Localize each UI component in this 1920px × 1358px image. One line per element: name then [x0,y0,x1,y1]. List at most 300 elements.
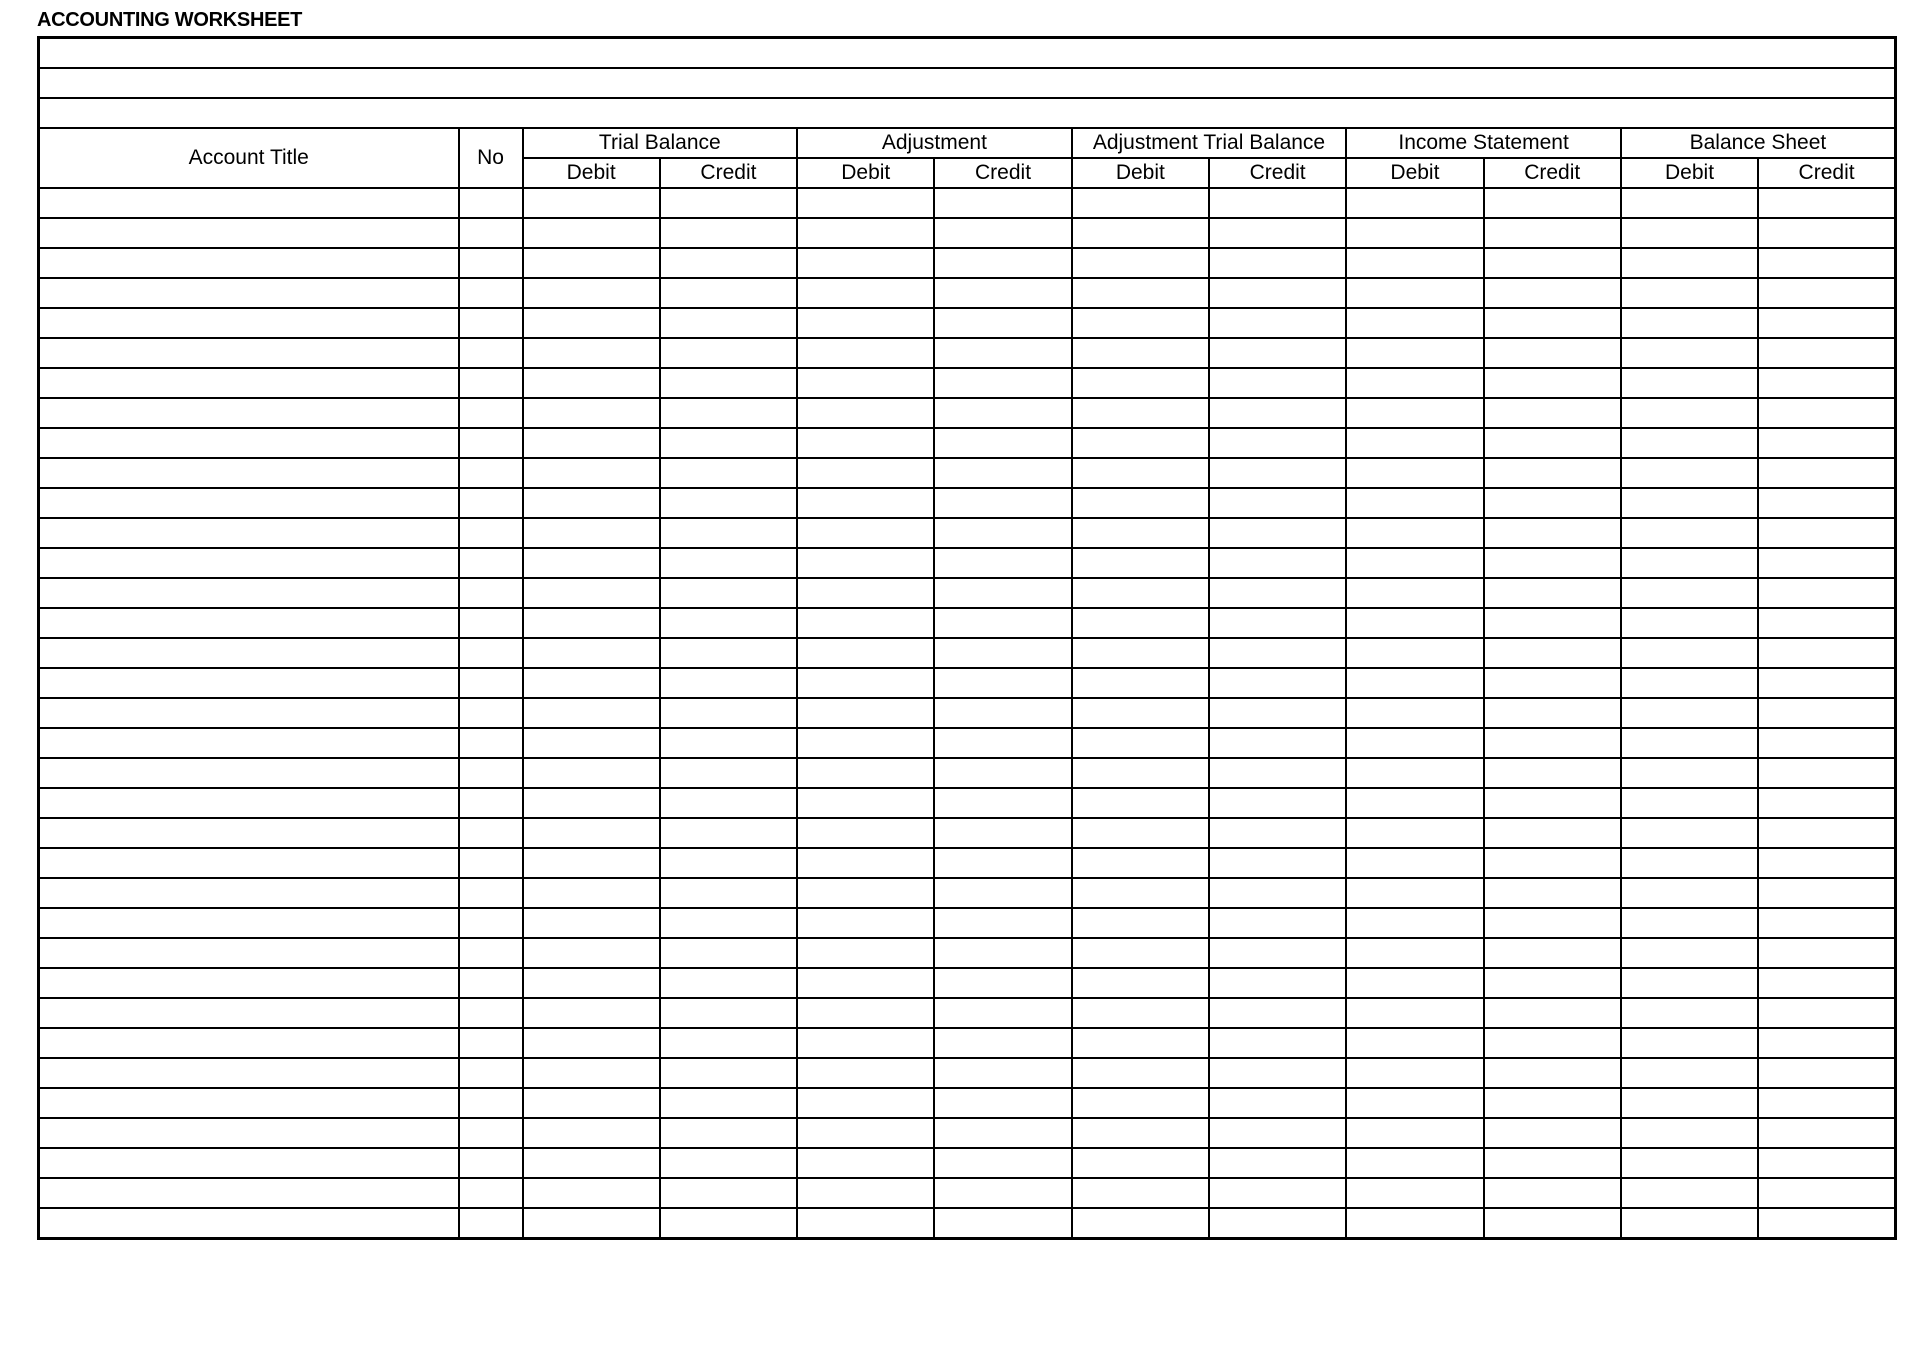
adjustment-debit-cell[interactable] [797,1148,934,1178]
trial-balance-debit-cell[interactable] [523,638,660,668]
adjustment-credit-cell[interactable] [934,908,1071,938]
adjustment-credit-cell[interactable] [934,848,1071,878]
account-no-cell[interactable] [459,1058,523,1088]
account-no-cell[interactable] [459,1208,523,1239]
trial-balance-debit-cell[interactable] [523,188,660,218]
account-no-cell[interactable] [459,638,523,668]
trial-balance-credit-cell[interactable] [660,1148,797,1178]
trial-balance-credit-cell[interactable] [660,818,797,848]
adjustment-credit-cell[interactable] [934,368,1071,398]
balance-sheet-credit-cell[interactable] [1758,908,1895,938]
income-statement-credit-cell[interactable] [1484,248,1621,278]
balance-sheet-credit-cell[interactable] [1758,368,1895,398]
balance-sheet-credit-cell[interactable] [1758,248,1895,278]
balance-sheet-debit-cell[interactable] [1621,488,1758,518]
trial-balance-credit-cell[interactable] [660,998,797,1028]
adjustment-trial-balance-credit-cell[interactable] [1209,878,1346,908]
adjustment-trial-balance-credit-cell[interactable] [1209,1118,1346,1148]
trial-balance-debit-cell[interactable] [523,908,660,938]
trial-balance-debit-cell[interactable] [523,488,660,518]
income-statement-credit-cell[interactable] [1484,1118,1621,1148]
account-no-cell[interactable] [459,938,523,968]
trial-balance-debit-cell[interactable] [523,788,660,818]
adjustment-trial-balance-credit-cell[interactable] [1209,788,1346,818]
income-statement-credit-cell[interactable] [1484,338,1621,368]
adjustment-debit-cell[interactable] [797,548,934,578]
income-statement-credit-cell[interactable] [1484,998,1621,1028]
trial-balance-debit-cell[interactable] [523,1028,660,1058]
adjustment-trial-balance-credit-cell[interactable] [1209,428,1346,458]
adjustment-trial-balance-credit-cell[interactable] [1209,938,1346,968]
income-statement-credit-cell[interactable] [1484,188,1621,218]
balance-sheet-debit-cell[interactable] [1621,1058,1758,1088]
income-statement-credit-cell[interactable] [1484,548,1621,578]
trial-balance-debit-cell[interactable] [523,1148,660,1178]
adjustment-trial-balance-credit-cell[interactable] [1209,398,1346,428]
balance-sheet-credit-cell[interactable] [1758,308,1895,338]
income-statement-debit-cell[interactable] [1346,428,1483,458]
adjustment-credit-cell[interactable] [934,338,1071,368]
adjustment-trial-balance-debit-cell[interactable] [1072,1058,1209,1088]
account-title-cell[interactable] [39,1058,459,1088]
trial-balance-credit-cell[interactable] [660,968,797,998]
account-no-cell[interactable] [459,428,523,458]
balance-sheet-debit-cell[interactable] [1621,1148,1758,1178]
account-title-cell[interactable] [39,668,459,698]
balance-sheet-debit-cell[interactable] [1621,878,1758,908]
adjustment-debit-cell[interactable] [797,218,934,248]
account-title-cell[interactable] [39,1148,459,1178]
account-title-cell[interactable] [39,338,459,368]
adjustment-trial-balance-credit-cell[interactable] [1209,338,1346,368]
account-no-cell[interactable] [459,518,523,548]
income-statement-credit-cell[interactable] [1484,908,1621,938]
trial-balance-credit-cell[interactable] [660,1088,797,1118]
income-statement-credit-cell[interactable] [1484,698,1621,728]
income-statement-debit-cell[interactable] [1346,728,1483,758]
balance-sheet-credit-cell[interactable] [1758,668,1895,698]
balance-sheet-debit-cell[interactable] [1621,788,1758,818]
adjustment-trial-balance-credit-cell[interactable] [1209,1028,1346,1058]
income-statement-credit-cell[interactable] [1484,368,1621,398]
adjustment-trial-balance-debit-cell[interactable] [1072,1028,1209,1058]
adjustment-trial-balance-debit-cell[interactable] [1072,278,1209,308]
balance-sheet-debit-cell[interactable] [1621,428,1758,458]
balance-sheet-credit-cell[interactable] [1758,758,1895,788]
account-title-cell[interactable] [39,488,459,518]
balance-sheet-debit-cell[interactable] [1621,188,1758,218]
adjustment-credit-cell[interactable] [934,608,1071,638]
account-no-cell[interactable] [459,218,523,248]
trial-balance-debit-cell[interactable] [523,608,660,638]
adjustment-debit-cell[interactable] [797,1118,934,1148]
account-title-cell[interactable] [39,458,459,488]
balance-sheet-debit-cell[interactable] [1621,998,1758,1028]
adjustment-trial-balance-debit-cell[interactable] [1072,698,1209,728]
adjustment-trial-balance-credit-cell[interactable] [1209,908,1346,938]
account-no-cell[interactable] [459,848,523,878]
income-statement-credit-cell[interactable] [1484,668,1621,698]
income-statement-credit-cell[interactable] [1484,278,1621,308]
income-statement-credit-cell[interactable] [1484,608,1621,638]
adjustment-credit-cell[interactable] [934,1028,1071,1058]
account-title-cell[interactable] [39,368,459,398]
income-statement-debit-cell[interactable] [1346,188,1483,218]
income-statement-credit-cell[interactable] [1484,398,1621,428]
income-statement-debit-cell[interactable] [1346,218,1483,248]
income-statement-credit-cell[interactable] [1484,308,1621,338]
trial-balance-debit-cell[interactable] [523,1178,660,1208]
account-no-cell[interactable] [459,908,523,938]
trial-balance-debit-cell[interactable] [523,578,660,608]
adjustment-trial-balance-debit-cell[interactable] [1072,248,1209,278]
adjustment-trial-balance-debit-cell[interactable] [1072,398,1209,428]
adjustment-trial-balance-credit-cell[interactable] [1209,608,1346,638]
balance-sheet-debit-cell[interactable] [1621,578,1758,608]
trial-balance-credit-cell[interactable] [660,578,797,608]
blank-header-cell[interactable] [39,38,1896,69]
adjustment-debit-cell[interactable] [797,308,934,338]
adjustment-debit-cell[interactable] [797,608,934,638]
trial-balance-debit-cell[interactable] [523,458,660,488]
adjustment-trial-balance-debit-cell[interactable] [1072,878,1209,908]
balance-sheet-debit-cell[interactable] [1621,218,1758,248]
adjustment-debit-cell[interactable] [797,968,934,998]
adjustment-credit-cell[interactable] [934,428,1071,458]
trial-balance-debit-cell[interactable] [523,818,660,848]
account-title-cell[interactable] [39,1178,459,1208]
adjustment-credit-cell[interactable] [934,878,1071,908]
trial-balance-credit-cell[interactable] [660,1118,797,1148]
income-statement-debit-cell[interactable] [1346,908,1483,938]
adjustment-debit-cell[interactable] [797,1028,934,1058]
balance-sheet-credit-cell[interactable] [1758,1058,1895,1088]
balance-sheet-credit-cell[interactable] [1758,1178,1895,1208]
adjustment-trial-balance-debit-cell[interactable] [1072,668,1209,698]
adjustment-debit-cell[interactable] [797,1088,934,1118]
adjustment-trial-balance-credit-cell[interactable] [1209,248,1346,278]
trial-balance-credit-cell[interactable] [660,218,797,248]
blank-header-cell[interactable] [39,68,1896,98]
account-no-cell[interactable] [459,458,523,488]
adjustment-trial-balance-credit-cell[interactable] [1209,308,1346,338]
account-no-cell[interactable] [459,578,523,608]
adjustment-credit-cell[interactable] [934,458,1071,488]
adjustment-trial-balance-debit-cell[interactable] [1072,758,1209,788]
income-statement-credit-cell[interactable] [1484,1208,1621,1239]
income-statement-debit-cell[interactable] [1346,338,1483,368]
account-title-cell[interactable] [39,998,459,1028]
balance-sheet-debit-cell[interactable] [1621,1028,1758,1058]
balance-sheet-credit-cell[interactable] [1758,218,1895,248]
balance-sheet-debit-cell[interactable] [1621,638,1758,668]
income-statement-debit-cell[interactable] [1346,248,1483,278]
trial-balance-debit-cell[interactable] [523,998,660,1028]
income-statement-credit-cell[interactable] [1484,818,1621,848]
trial-balance-credit-cell[interactable] [660,1208,797,1239]
income-statement-credit-cell[interactable] [1484,788,1621,818]
income-statement-credit-cell[interactable] [1484,578,1621,608]
adjustment-debit-cell[interactable] [797,188,934,218]
adjustment-credit-cell[interactable] [934,1088,1071,1118]
adjustment-trial-balance-credit-cell[interactable] [1209,728,1346,758]
adjustment-trial-balance-debit-cell[interactable] [1072,368,1209,398]
balance-sheet-credit-cell[interactable] [1758,938,1895,968]
account-title-cell[interactable] [39,1118,459,1148]
account-title-cell[interactable] [39,758,459,788]
income-statement-debit-cell[interactable] [1346,1148,1483,1178]
adjustment-credit-cell[interactable] [934,398,1071,428]
trial-balance-credit-cell[interactable] [660,248,797,278]
adjustment-trial-balance-debit-cell[interactable] [1072,998,1209,1028]
balance-sheet-debit-cell[interactable] [1621,728,1758,758]
account-no-cell[interactable] [459,188,523,218]
trial-balance-credit-cell[interactable] [660,518,797,548]
account-no-cell[interactable] [459,1148,523,1178]
adjustment-trial-balance-credit-cell[interactable] [1209,548,1346,578]
adjustment-trial-balance-debit-cell[interactable] [1072,818,1209,848]
account-no-cell[interactable] [459,308,523,338]
trial-balance-credit-cell[interactable] [660,278,797,308]
account-no-cell[interactable] [459,488,523,518]
account-title-cell[interactable] [39,1208,459,1239]
adjustment-credit-cell[interactable] [934,548,1071,578]
trial-balance-credit-cell[interactable] [660,428,797,458]
adjustment-credit-cell[interactable] [934,578,1071,608]
balance-sheet-credit-cell[interactable] [1758,1088,1895,1118]
income-statement-credit-cell[interactable] [1484,848,1621,878]
adjustment-credit-cell[interactable] [934,488,1071,518]
adjustment-trial-balance-credit-cell[interactable] [1209,1058,1346,1088]
account-title-cell[interactable] [39,518,459,548]
account-title-cell[interactable] [39,848,459,878]
income-statement-debit-cell[interactable] [1346,818,1483,848]
trial-balance-debit-cell[interactable] [523,428,660,458]
income-statement-credit-cell[interactable] [1484,878,1621,908]
income-statement-debit-cell[interactable] [1346,398,1483,428]
adjustment-debit-cell[interactable] [797,698,934,728]
income-statement-credit-cell[interactable] [1484,938,1621,968]
adjustment-debit-cell[interactable] [797,578,934,608]
adjustment-debit-cell[interactable] [797,878,934,908]
income-statement-debit-cell[interactable] [1346,278,1483,308]
account-title-cell[interactable] [39,818,459,848]
trial-balance-debit-cell[interactable] [523,728,660,758]
income-statement-credit-cell[interactable] [1484,518,1621,548]
balance-sheet-debit-cell[interactable] [1621,1178,1758,1208]
trial-balance-debit-cell[interactable] [523,1208,660,1239]
income-statement-credit-cell[interactable] [1484,1028,1621,1058]
adjustment-credit-cell[interactable] [934,668,1071,698]
balance-sheet-credit-cell[interactable] [1758,278,1895,308]
trial-balance-credit-cell[interactable] [660,1058,797,1088]
adjustment-trial-balance-credit-cell[interactable] [1209,638,1346,668]
income-statement-debit-cell[interactable] [1346,698,1483,728]
income-statement-debit-cell[interactable] [1346,608,1483,638]
adjustment-trial-balance-credit-cell[interactable] [1209,668,1346,698]
balance-sheet-credit-cell[interactable] [1758,488,1895,518]
account-no-cell[interactable] [459,278,523,308]
income-statement-debit-cell[interactable] [1346,668,1483,698]
account-no-cell[interactable] [459,668,523,698]
adjustment-trial-balance-debit-cell[interactable] [1072,308,1209,338]
adjustment-trial-balance-debit-cell[interactable] [1072,788,1209,818]
adjustment-trial-balance-credit-cell[interactable] [1209,368,1346,398]
income-statement-debit-cell[interactable] [1346,848,1483,878]
balance-sheet-credit-cell[interactable] [1758,998,1895,1028]
account-title-cell[interactable] [39,398,459,428]
balance-sheet-credit-cell[interactable] [1758,1148,1895,1178]
adjustment-credit-cell[interactable] [934,788,1071,818]
trial-balance-debit-cell[interactable] [523,1118,660,1148]
account-title-cell[interactable] [39,638,459,668]
account-no-cell[interactable] [459,698,523,728]
adjustment-credit-cell[interactable] [934,758,1071,788]
balance-sheet-credit-cell[interactable] [1758,188,1895,218]
income-statement-credit-cell[interactable] [1484,758,1621,788]
adjustment-credit-cell[interactable] [934,518,1071,548]
trial-balance-credit-cell[interactable] [660,908,797,938]
adjustment-trial-balance-credit-cell[interactable] [1209,1208,1346,1239]
balance-sheet-debit-cell[interactable] [1621,1208,1758,1239]
trial-balance-credit-cell[interactable] [660,1028,797,1058]
adjustment-trial-balance-debit-cell[interactable] [1072,1208,1209,1239]
account-no-cell[interactable] [459,338,523,368]
adjustment-credit-cell[interactable] [934,308,1071,338]
trial-balance-credit-cell[interactable] [660,488,797,518]
adjustment-credit-cell[interactable] [934,938,1071,968]
balance-sheet-debit-cell[interactable] [1621,938,1758,968]
balance-sheet-debit-cell[interactable] [1621,1088,1758,1118]
account-no-cell[interactable] [459,788,523,818]
adjustment-trial-balance-debit-cell[interactable] [1072,1148,1209,1178]
trial-balance-credit-cell[interactable] [660,758,797,788]
trial-balance-debit-cell[interactable] [523,1088,660,1118]
adjustment-credit-cell[interactable] [934,248,1071,278]
balance-sheet-debit-cell[interactable] [1621,248,1758,278]
account-title-cell[interactable] [39,308,459,338]
account-title-cell[interactable] [39,608,459,638]
adjustment-credit-cell[interactable] [934,698,1071,728]
adjustment-debit-cell[interactable] [797,728,934,758]
balance-sheet-debit-cell[interactable] [1621,608,1758,638]
trial-balance-credit-cell[interactable] [660,668,797,698]
adjustment-trial-balance-credit-cell[interactable] [1209,188,1346,218]
adjustment-credit-cell[interactable] [934,1178,1071,1208]
adjustment-trial-balance-credit-cell[interactable] [1209,218,1346,248]
adjustment-debit-cell[interactable] [797,398,934,428]
account-no-cell[interactable] [459,548,523,578]
trial-balance-debit-cell[interactable] [523,758,660,788]
adjustment-credit-cell[interactable] [934,1058,1071,1088]
adjustment-debit-cell[interactable] [797,788,934,818]
adjustment-trial-balance-debit-cell[interactable] [1072,458,1209,488]
trial-balance-credit-cell[interactable] [660,308,797,338]
balance-sheet-credit-cell[interactable] [1758,1208,1895,1239]
adjustment-trial-balance-debit-cell[interactable] [1072,428,1209,458]
adjustment-credit-cell[interactable] [934,998,1071,1028]
adjustment-trial-balance-debit-cell[interactable] [1072,608,1209,638]
income-statement-debit-cell[interactable] [1346,458,1483,488]
account-no-cell[interactable] [459,368,523,398]
adjustment-credit-cell[interactable] [934,278,1071,308]
income-statement-debit-cell[interactable] [1346,548,1483,578]
adjustment-trial-balance-debit-cell[interactable] [1072,488,1209,518]
income-statement-debit-cell[interactable] [1346,1208,1483,1239]
adjustment-trial-balance-debit-cell[interactable] [1072,908,1209,938]
adjustment-debit-cell[interactable] [797,668,934,698]
balance-sheet-credit-cell[interactable] [1758,608,1895,638]
adjustment-trial-balance-debit-cell[interactable] [1072,848,1209,878]
income-statement-debit-cell[interactable] [1346,788,1483,818]
adjustment-debit-cell[interactable] [797,758,934,788]
trial-balance-credit-cell[interactable] [660,728,797,758]
balance-sheet-credit-cell[interactable] [1758,548,1895,578]
account-no-cell[interactable] [459,608,523,638]
trial-balance-credit-cell[interactable] [660,188,797,218]
account-title-cell[interactable] [39,188,459,218]
balance-sheet-credit-cell[interactable] [1758,968,1895,998]
income-statement-debit-cell[interactable] [1346,1088,1483,1118]
adjustment-debit-cell[interactable] [797,998,934,1028]
account-no-cell[interactable] [459,248,523,278]
balance-sheet-debit-cell[interactable] [1621,368,1758,398]
balance-sheet-debit-cell[interactable] [1621,398,1758,428]
balance-sheet-credit-cell[interactable] [1758,728,1895,758]
adjustment-trial-balance-credit-cell[interactable] [1209,998,1346,1028]
account-title-cell[interactable] [39,278,459,308]
income-statement-credit-cell[interactable] [1484,458,1621,488]
adjustment-debit-cell[interactable] [797,518,934,548]
adjustment-debit-cell[interactable] [797,638,934,668]
trial-balance-credit-cell[interactable] [660,608,797,638]
adjustment-trial-balance-credit-cell[interactable] [1209,1088,1346,1118]
income-statement-credit-cell[interactable] [1484,728,1621,758]
trial-balance-debit-cell[interactable] [523,218,660,248]
trial-balance-credit-cell[interactable] [660,368,797,398]
account-title-cell[interactable] [39,968,459,998]
blank-header-cell[interactable] [39,98,1896,128]
account-title-cell[interactable] [39,428,459,458]
account-title-cell[interactable] [39,248,459,278]
adjustment-debit-cell[interactable] [797,1208,934,1239]
adjustment-trial-balance-debit-cell[interactable] [1072,548,1209,578]
adjustment-trial-balance-credit-cell[interactable] [1209,488,1346,518]
income-statement-credit-cell[interactable] [1484,218,1621,248]
balance-sheet-debit-cell[interactable] [1621,848,1758,878]
income-statement-debit-cell[interactable] [1346,938,1483,968]
income-statement-debit-cell[interactable] [1346,518,1483,548]
trial-balance-credit-cell[interactable] [660,398,797,428]
balance-sheet-credit-cell[interactable] [1758,698,1895,728]
adjustment-credit-cell[interactable] [934,218,1071,248]
trial-balance-credit-cell[interactable] [660,638,797,668]
trial-balance-debit-cell[interactable] [523,338,660,368]
trial-balance-debit-cell[interactable] [523,368,660,398]
adjustment-credit-cell[interactable] [934,1118,1071,1148]
adjustment-trial-balance-debit-cell[interactable] [1072,728,1209,758]
balance-sheet-debit-cell[interactable] [1621,1118,1758,1148]
balance-sheet-debit-cell[interactable] [1621,968,1758,998]
account-title-cell[interactable] [39,548,459,578]
balance-sheet-debit-cell[interactable] [1621,698,1758,728]
account-no-cell[interactable] [459,728,523,758]
income-statement-debit-cell[interactable] [1346,488,1483,518]
account-no-cell[interactable] [459,1178,523,1208]
account-no-cell[interactable] [459,758,523,788]
adjustment-trial-balance-debit-cell[interactable] [1072,638,1209,668]
balance-sheet-debit-cell[interactable] [1621,338,1758,368]
